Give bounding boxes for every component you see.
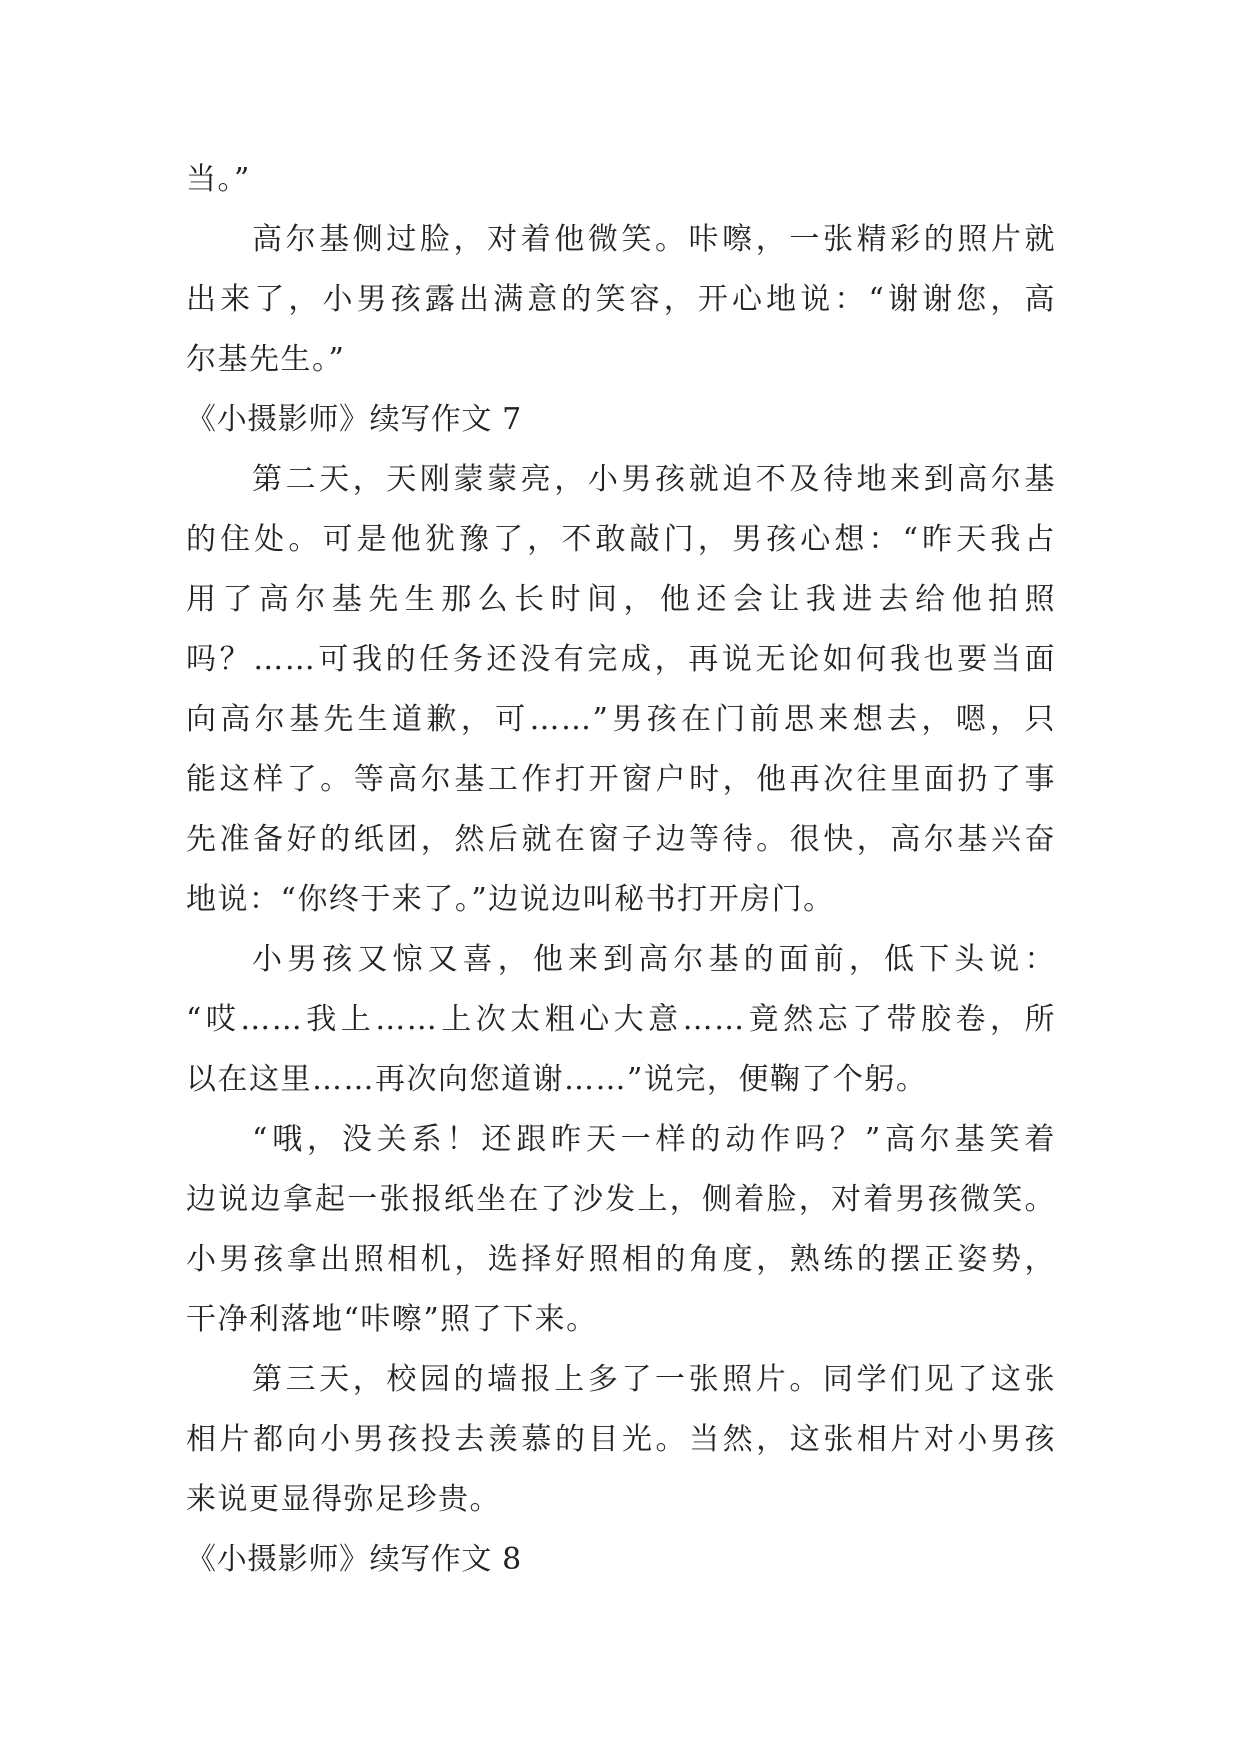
text-line: 高尔基侧过脸，对着他微笑。咔嚓，一张精彩的照片就 — [252, 222, 1056, 257]
document-page — [186, 150, 1056, 1590]
text-line: 第三天，校园的墙报上多了一张照片。同学们见了这张 — [252, 1362, 1056, 1397]
text-line: 干净利落地“咔嚓”照了下来。 — [186, 1302, 598, 1337]
text-line: 来说更显得弥足珍贵。 — [186, 1482, 501, 1517]
text-line: 能这样了。等高尔基工作打开窗户时，他再次往里面扔了事 — [186, 762, 1056, 797]
text-line: 当。” — [186, 162, 251, 197]
section-heading: 《小摄影师》续写作文 8 — [186, 1542, 522, 1577]
text-line: 小男孩拿出照相机，选择好照相的角度，熟练的摆正姿势， — [186, 1242, 1056, 1277]
text-line: 第二天，天刚蒙蒙亮，小男孩就迫不及待地来到高尔基 — [252, 462, 1056, 497]
text-line: 相片都向小男孩投去羡慕的目光。当然，这张相片对小男孩 — [186, 1422, 1056, 1457]
text-line: 小男孩又惊又喜，他来到高尔基的面前，低下头说： — [252, 942, 1056, 977]
text-line: 吗？……可我的任务还没有完成，再说无论如何我也要当面 — [186, 642, 1056, 677]
text-line: 以在这里……再次向您道谢……”说完，便鞠了个躬。 — [186, 1062, 928, 1097]
text-line: 用了高尔基先生那么长时间，他还会让我进去给他拍照 — [186, 582, 1056, 617]
section-heading: 《小摄影师》续写作文 7 — [186, 402, 522, 437]
text-line: 尔基先生。” — [186, 342, 346, 377]
text-line: “哎……我上……上次太粗心大意……竟然忘了带胶卷，所 — [186, 1002, 1056, 1037]
text-line: 向高尔基先生道歉，可……”男孩在门前思来想去，嗯，只 — [186, 702, 1056, 737]
text-line: 先准备好的纸团，然后就在窗子边等待。很快，高尔基兴奋 — [186, 822, 1056, 857]
text-line: 地说：“你终于来了。”边说边叫秘书打开房门。 — [186, 882, 835, 917]
text-line: 出来了，小男孩露出满意的笑容，开心地说：“谢谢您，高 — [186, 282, 1056, 317]
text-line: “哦，没关系！还跟昨天一样的动作吗？”高尔基笑着 — [252, 1122, 1056, 1157]
text-line: 边说边拿起一张报纸坐在了沙发上，侧着脸，对着男孩微笑。 — [186, 1182, 1056, 1217]
text-line: 的住处。可是他犹豫了，不敢敲门，男孩心想：“昨天我占 — [186, 522, 1056, 557]
